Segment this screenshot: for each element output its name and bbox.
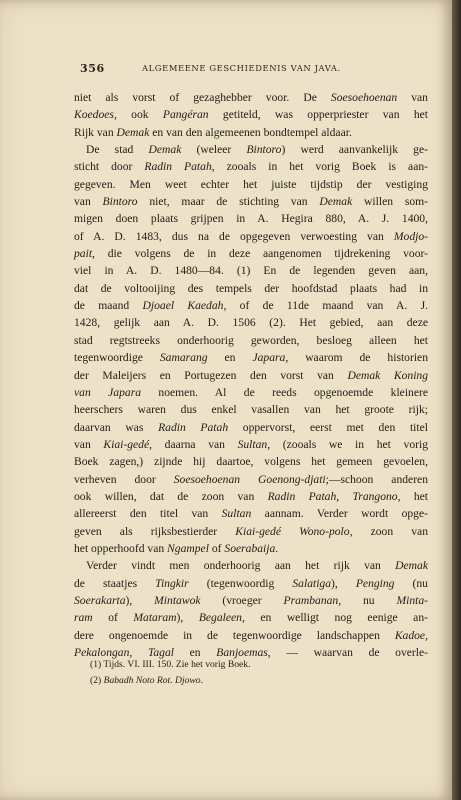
text-run: viel in A. D. 1480—84. (1) En de legenden geven aan, [74,264,428,278]
text-line [74,557,428,574]
text-run: Boek zagen,) zijnde hij daartoe, volgens het gemeen gevoelen, [74,455,428,469]
italic-name: Salatiga [292,576,332,590]
text-line [74,124,428,141]
text-line [74,141,428,158]
text-run: geven als rijksbestierder [74,524,236,538]
italic-name: ram [74,611,93,625]
text-run: de maand [74,299,143,313]
text-run: allereerst den titel van [74,507,222,521]
italic-name: Kiai-gedé Wono-polo [235,524,350,538]
italic-name: Demak Koning [347,368,429,382]
text-run: , of de 11de maand van A. J. [223,299,428,313]
text-run: , zoon van [349,524,429,538]
italic-name: Tagal [147,646,174,659]
text-run: , — waarvan de overle- [267,646,429,659]
italic-name: Sultan [221,507,252,521]
text-run: (vroeger [200,593,284,607]
text-line [74,401,428,418]
text-run: of [208,541,225,555]
text-run: 1428, gelijk aan A. D. 1506 (2). Het gebied, aan deze [74,316,428,330]
text-run: De stad [86,143,149,157]
italic-name: Sultan [237,437,268,451]
text-run: getiteld, was opperpriester van het [208,108,428,122]
italic-name: pait [74,247,93,261]
text-run: ;—schoon anderen [325,472,428,486]
text-line [74,176,428,193]
text-run: , ook [113,108,163,122]
italic-name: Banjoemas [216,646,268,659]
italic-name: Radin Patah [158,420,229,434]
text-line [74,609,428,626]
text-run: stad regtstreeks onderhoorig geworden, besloeg alleen het [74,333,428,347]
text-line [74,384,428,401]
text-run: van [74,437,104,451]
text-line [74,245,428,262]
italic-name: Minta- [396,593,428,607]
text-run: , en welligt nog eenige an- [241,611,428,625]
text-run: en van den algemeenen bondtempel aldaar. [149,125,352,139]
text-run: en [207,351,253,365]
italic-name: Tingkir [155,576,189,590]
italic-name: Soerakarta [74,593,126,607]
text-line [74,575,428,592]
text-run: heerschers waren dus enkel vasallen van het groote rijk; [74,403,428,417]
text-run: . [275,541,279,555]
text-run: , waarom de historien [285,351,428,365]
text-run: verheven door [74,472,174,486]
italic-name: Mintawok [154,593,201,607]
italic-name: van Japara [74,385,141,399]
italic-name: Penging [355,576,395,590]
text-run: migen doen plaats grijpen in A. Hegira 880, A. J. 1400, [74,212,428,226]
text-line [74,106,428,123]
italic-name: Kadoe [394,628,426,642]
italic-name: Bintoro [102,195,138,209]
text-run: ), [125,593,155,607]
text-run: (nu [394,576,428,590]
text-run: daarvan was [74,420,159,434]
text-line [74,349,428,366]
italic-name: Prambanan [283,593,339,607]
text-run: van [397,91,428,104]
text-line [74,592,428,609]
text-run: de staatjes [74,576,156,590]
text-run: (weleer [181,143,247,157]
text-run: sticht door [74,160,145,174]
italic-name: Demak [395,559,428,573]
text-line [74,332,428,349]
running-title: ALGEMEENE GESCHIEDENIS VAN JAVA. [142,63,341,73]
page-edge-shadow [452,0,461,800]
text-line [74,436,428,453]
footnote [90,673,410,689]
italic-name: Djoael Kaedah [142,299,224,313]
text-run: noemen. Al de reeds opgenoemde kleinere [141,385,428,399]
text-run: van [74,195,103,209]
italic-name: Ngampel [167,541,209,555]
italic-name: Samarang [159,351,208,365]
text-line [74,505,428,522]
text-run: tegenwoordige [74,351,160,365]
text-run: , [129,646,148,659]
text-line [74,523,428,540]
italic-name: Japara [252,351,286,365]
text-run: ), [176,611,199,625]
italic-name: Soesoehoenan [330,91,398,104]
text-run: ook willen, dat de zoon van [74,489,268,503]
text-run: ) werd aanvankelijk ge- [281,143,428,157]
text-run: dat de voltooijing des tempels der hoofdstad plaats had in [74,281,428,295]
text-run: . [200,675,204,686]
text-run: gegeven. Men weet echter het juiste tijdstip der vestiging [74,177,428,191]
italic-name: Babadh Noto Rot. Djowo [103,675,201,686]
footnotes [90,657,410,689]
italic-name: Bintoro [246,143,282,157]
italic-name: Kiai-gedé [103,437,150,451]
text-run: willen som- [352,195,429,209]
italic-name: Begaleen [198,611,242,625]
italic-name: Soesoehoenan Goenong-djati [173,472,326,486]
text-run: aannam. Verder wordt opge- [251,507,428,521]
text-run: of [92,611,134,625]
italic-name: Trangono [352,489,398,503]
text-run: Rijk van [74,125,117,139]
text-run: , die volgens de in deze aangenomen tijdrekening voor- [92,247,428,261]
text-run: , het [397,489,428,503]
italic-name: Demak [319,195,353,209]
text-line [74,193,428,210]
italic-name: Mataram [133,611,177,625]
text-run: , nu [338,593,397,607]
footnote [90,657,410,673]
italic-name: Pangéran [162,108,209,122]
italic-name: Radin Patah [144,160,212,174]
text-run: niet, maar de stichting van [137,195,320,209]
text-line [74,471,428,488]
text-run: of A. D. 1483, dus na de opgegeven verwoesting van [74,229,394,243]
text-run: niet als vorst of gezaghebber voor. De [74,91,331,104]
text-run: (1) Tijds. VI. III. 150. Zie het vorig Boek. [90,659,251,670]
text-run: en [173,646,217,659]
text-line [74,262,428,279]
text-line [74,314,428,331]
italic-name: Koedoes [74,108,114,122]
text-line [74,367,428,384]
italic-name: Radin Patah [267,489,337,503]
text-run: Verder vindt men onderhoorig aan het rijk van [86,559,396,573]
text-line [74,419,428,436]
text-line [74,158,428,175]
text-line [74,540,428,557]
text-line [74,228,428,245]
text-run: der Maleijers en Portugezen den vorst van [74,368,348,382]
italic-name: Pekalongan [74,646,130,659]
italic-name: Modjo- [393,229,428,243]
text-line [74,627,428,644]
text-line [74,297,428,314]
text-run: , (zooals we in het vorig [267,437,428,451]
text-run: , zooals in het vorig Boek is aan- [211,160,428,174]
text-run: ), [331,576,356,590]
text-run: , daarna van [149,437,238,451]
text-line [74,210,428,227]
italic-name: Demak [116,125,150,139]
italic-name: Demak [148,143,182,157]
page-number: 356 [80,62,105,75]
text-run: het opperhoofd van [74,541,168,555]
text-run: , [336,489,353,503]
italic-name: Soerabaija [224,541,276,555]
text-run: (2) [90,675,104,686]
text-line [74,453,428,470]
text-run: oppervorst, eerst met den titel [228,420,428,434]
text-run: dere ongenoemde in de tegenwoordige landschappen [74,628,395,642]
text-line [74,280,428,297]
text-line [74,89,428,106]
text-line [74,488,428,505]
text-run: , [425,628,428,642]
body-text [74,89,428,661]
text-run: (tegenwoordig [188,576,293,590]
